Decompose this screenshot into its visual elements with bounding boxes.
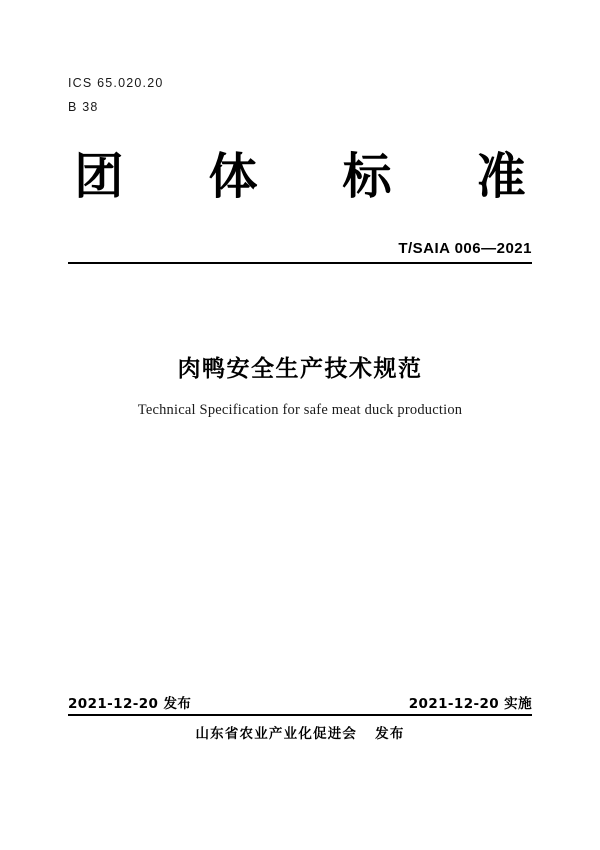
standard-number: T/SAIA 006—2021 (398, 240, 532, 257)
publisher-verb: 发布 (375, 726, 405, 742)
footer-divider (68, 714, 532, 716)
footer-dates (68, 692, 532, 712)
document-title-english: Technical Specification for safe meat duck production (137, 402, 463, 418)
implementation-date: 2021-12-20 实施 (408, 696, 532, 712)
classification-codes (68, 72, 164, 120)
header-divider (68, 262, 532, 264)
publisher-line (0, 722, 600, 742)
series-title: 团 体 标 准 (74, 148, 560, 205)
issue-date: 2021-12-20 发布 (68, 696, 192, 712)
document-title-chinese: 肉鸭安全生产技术规范 (177, 356, 423, 382)
classification-code: B 38 (68, 99, 99, 114)
ics-code: ICS 65.020.20 (68, 76, 164, 90)
publisher-name: 山东省农业产业化促进会 (195, 726, 358, 742)
